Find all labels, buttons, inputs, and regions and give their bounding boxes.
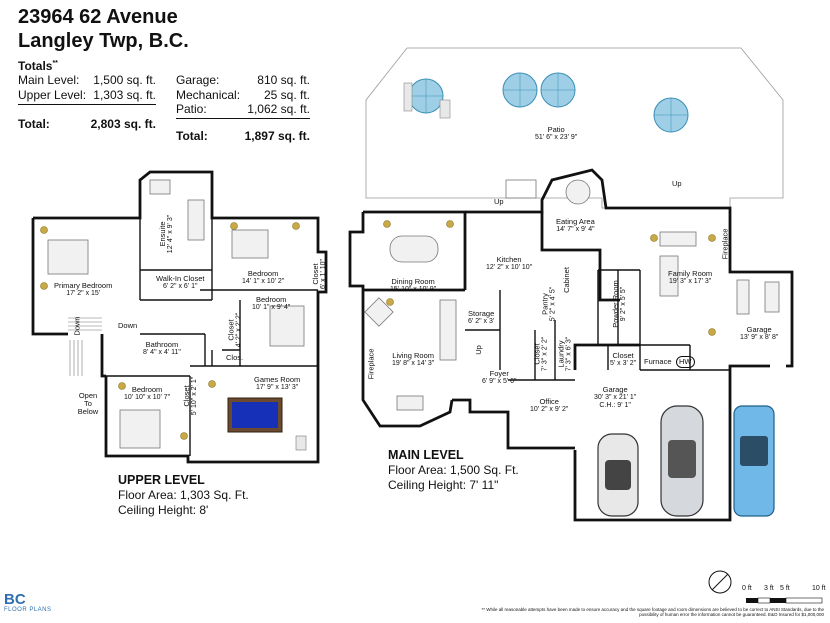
main-level-caption [388,448,519,493]
room-closet-main: Closet 7' 3" x 2' 2" [532,336,549,372]
room-family-room: Family Room 19' 3" x 17' 3" [668,269,713,285]
scale-bar [746,598,822,603]
upper-level-ceiling: Ceiling Height: 8' [118,503,209,517]
room-eating-area: Eating Area 14' 7" x 9' 4" [556,217,595,233]
room-closet-3: Closet 4' 2" x 2' 2" [226,312,243,348]
room-bathroom: Bathroom 8' 4" x 4' 11" [143,340,181,356]
compass-icon [709,571,731,593]
garage-cars [598,406,774,516]
totals-heading: Totals** [18,59,58,73]
room-closet-2: Closet 6' x 1' 10" [311,258,328,290]
upper-level-title: UPPER LEVEL [118,473,205,487]
up-label: Up [473,345,483,355]
totals-main-row: Main Level: 1,500 sq. ft. [18,73,156,87]
scale-label: 0 ft [742,585,752,592]
totals-patio-row: Patio: 1,062 sq. ft. [176,102,310,116]
room-closet-4: Closet 5' 10" x 2' 1" [182,376,199,416]
hw-label: HW [676,356,695,368]
room-ensuite: Ensuite 12' 4" x 9' 3" [158,214,175,254]
room-bedroom-3: Bedroom 10' 1" x 9' 4" [252,295,291,311]
pool-table [228,398,282,432]
room-cabinet: Cabinet [561,267,571,293]
patio-furniture [409,73,688,132]
room-bedroom-2: Bedroom 14' 1" x 10' 2" [242,269,285,285]
room-laundry: Laundry 7' 3" x 6' 3" [556,336,573,372]
address-line-1: 23964 62 Avenue [18,6,178,28]
room-storage: Storage 6' 2" x 3' [468,309,495,325]
main-level-title: MAIN LEVEL [388,448,464,462]
room-patio: Patio 51' 6" x 23' 9" [535,125,578,141]
company-logo: BC FLOOR PLANS [4,591,52,613]
main-level-ceiling: Ceiling Height: 7' 11" [388,478,499,492]
totals-upper-row: Upper Level: 1,303 sq. ft. [18,88,156,102]
up-label: Up [494,197,504,206]
room-powder-room: Powder Room 9' 2" x 5' 5" [610,280,627,328]
totals-garage-row: Garage: 810 sq. ft. [176,73,310,87]
room-games-room: Games Room 17' 9" x 13' 3" [254,375,301,391]
address-line-2: Langley Twp, B.C. [18,30,189,52]
up-label: Up [672,179,682,188]
stair-label: Down [72,316,82,336]
room-clos: Clos. [226,353,244,362]
furnace-label: Furnace [644,357,672,366]
room-office: Office 10' 2" x 9' 2" [530,397,569,413]
room-foyer: Foyer 6' 9" x 5' 6" [482,369,517,385]
stair-label: Down [118,321,138,330]
upper-level-caption [118,473,249,518]
room-living-room: Living Room 19' 8" x 14' 3" [392,351,435,367]
room-bedroom-4: Bedroom 10' 10" x 10' 7" [124,385,171,401]
totals-mechanical-row: Mechanical: 25 sq. ft. [176,88,310,102]
fireplace-label: Fireplace [720,228,730,260]
totals-right-total: Total: 1,897 sq. ft. [176,129,310,143]
disclaimer: ** While all reasonable attempts have been made to ensure accuracy and the square footage and room dimensions are believed to be correct to ANSI Standards, due to the possibility of human error the information cannot be guaranteed. E&O Insured for $1,000,000 [481,607,824,617]
room-pantry: Pantry 5' 2" x 4' 5" [540,286,557,322]
main-level-area: Floor Area: 1,500 Sq. Ft. [388,463,519,477]
upper-level-area: Floor Area: 1,303 Sq. Ft. [118,488,249,502]
room-open-to-below: Open To Below [77,391,99,416]
room-dining-room: Dining Room 15' 10" x 10' 9" [390,277,437,293]
room-primary-bedroom: Primary Bedroom 17' 2" x 15' [54,281,113,297]
room-closet-main-2: Closet 5' x 3' 2" [610,351,637,367]
room-garage-small: Garage 13' 9" x 8' 8" [740,325,779,341]
fireplace-label: Fireplace [366,348,376,380]
scale-label: 3 ft [764,585,774,592]
room-walk-in-closet: Walk-In Closet 6' 2" x 6' 1" [156,274,205,290]
room-kitchen: Kitchen 12' 2" x 10' 10" [486,255,533,271]
room-garage-main: Garage 30' 3" x 21' 1" C.H.: 9' 1" [594,385,637,409]
totals-left-total: Total: 2,803 sq. ft. [18,117,156,131]
scale-label: 5 ft [780,585,790,592]
scale-label: 10 ft [812,585,826,592]
